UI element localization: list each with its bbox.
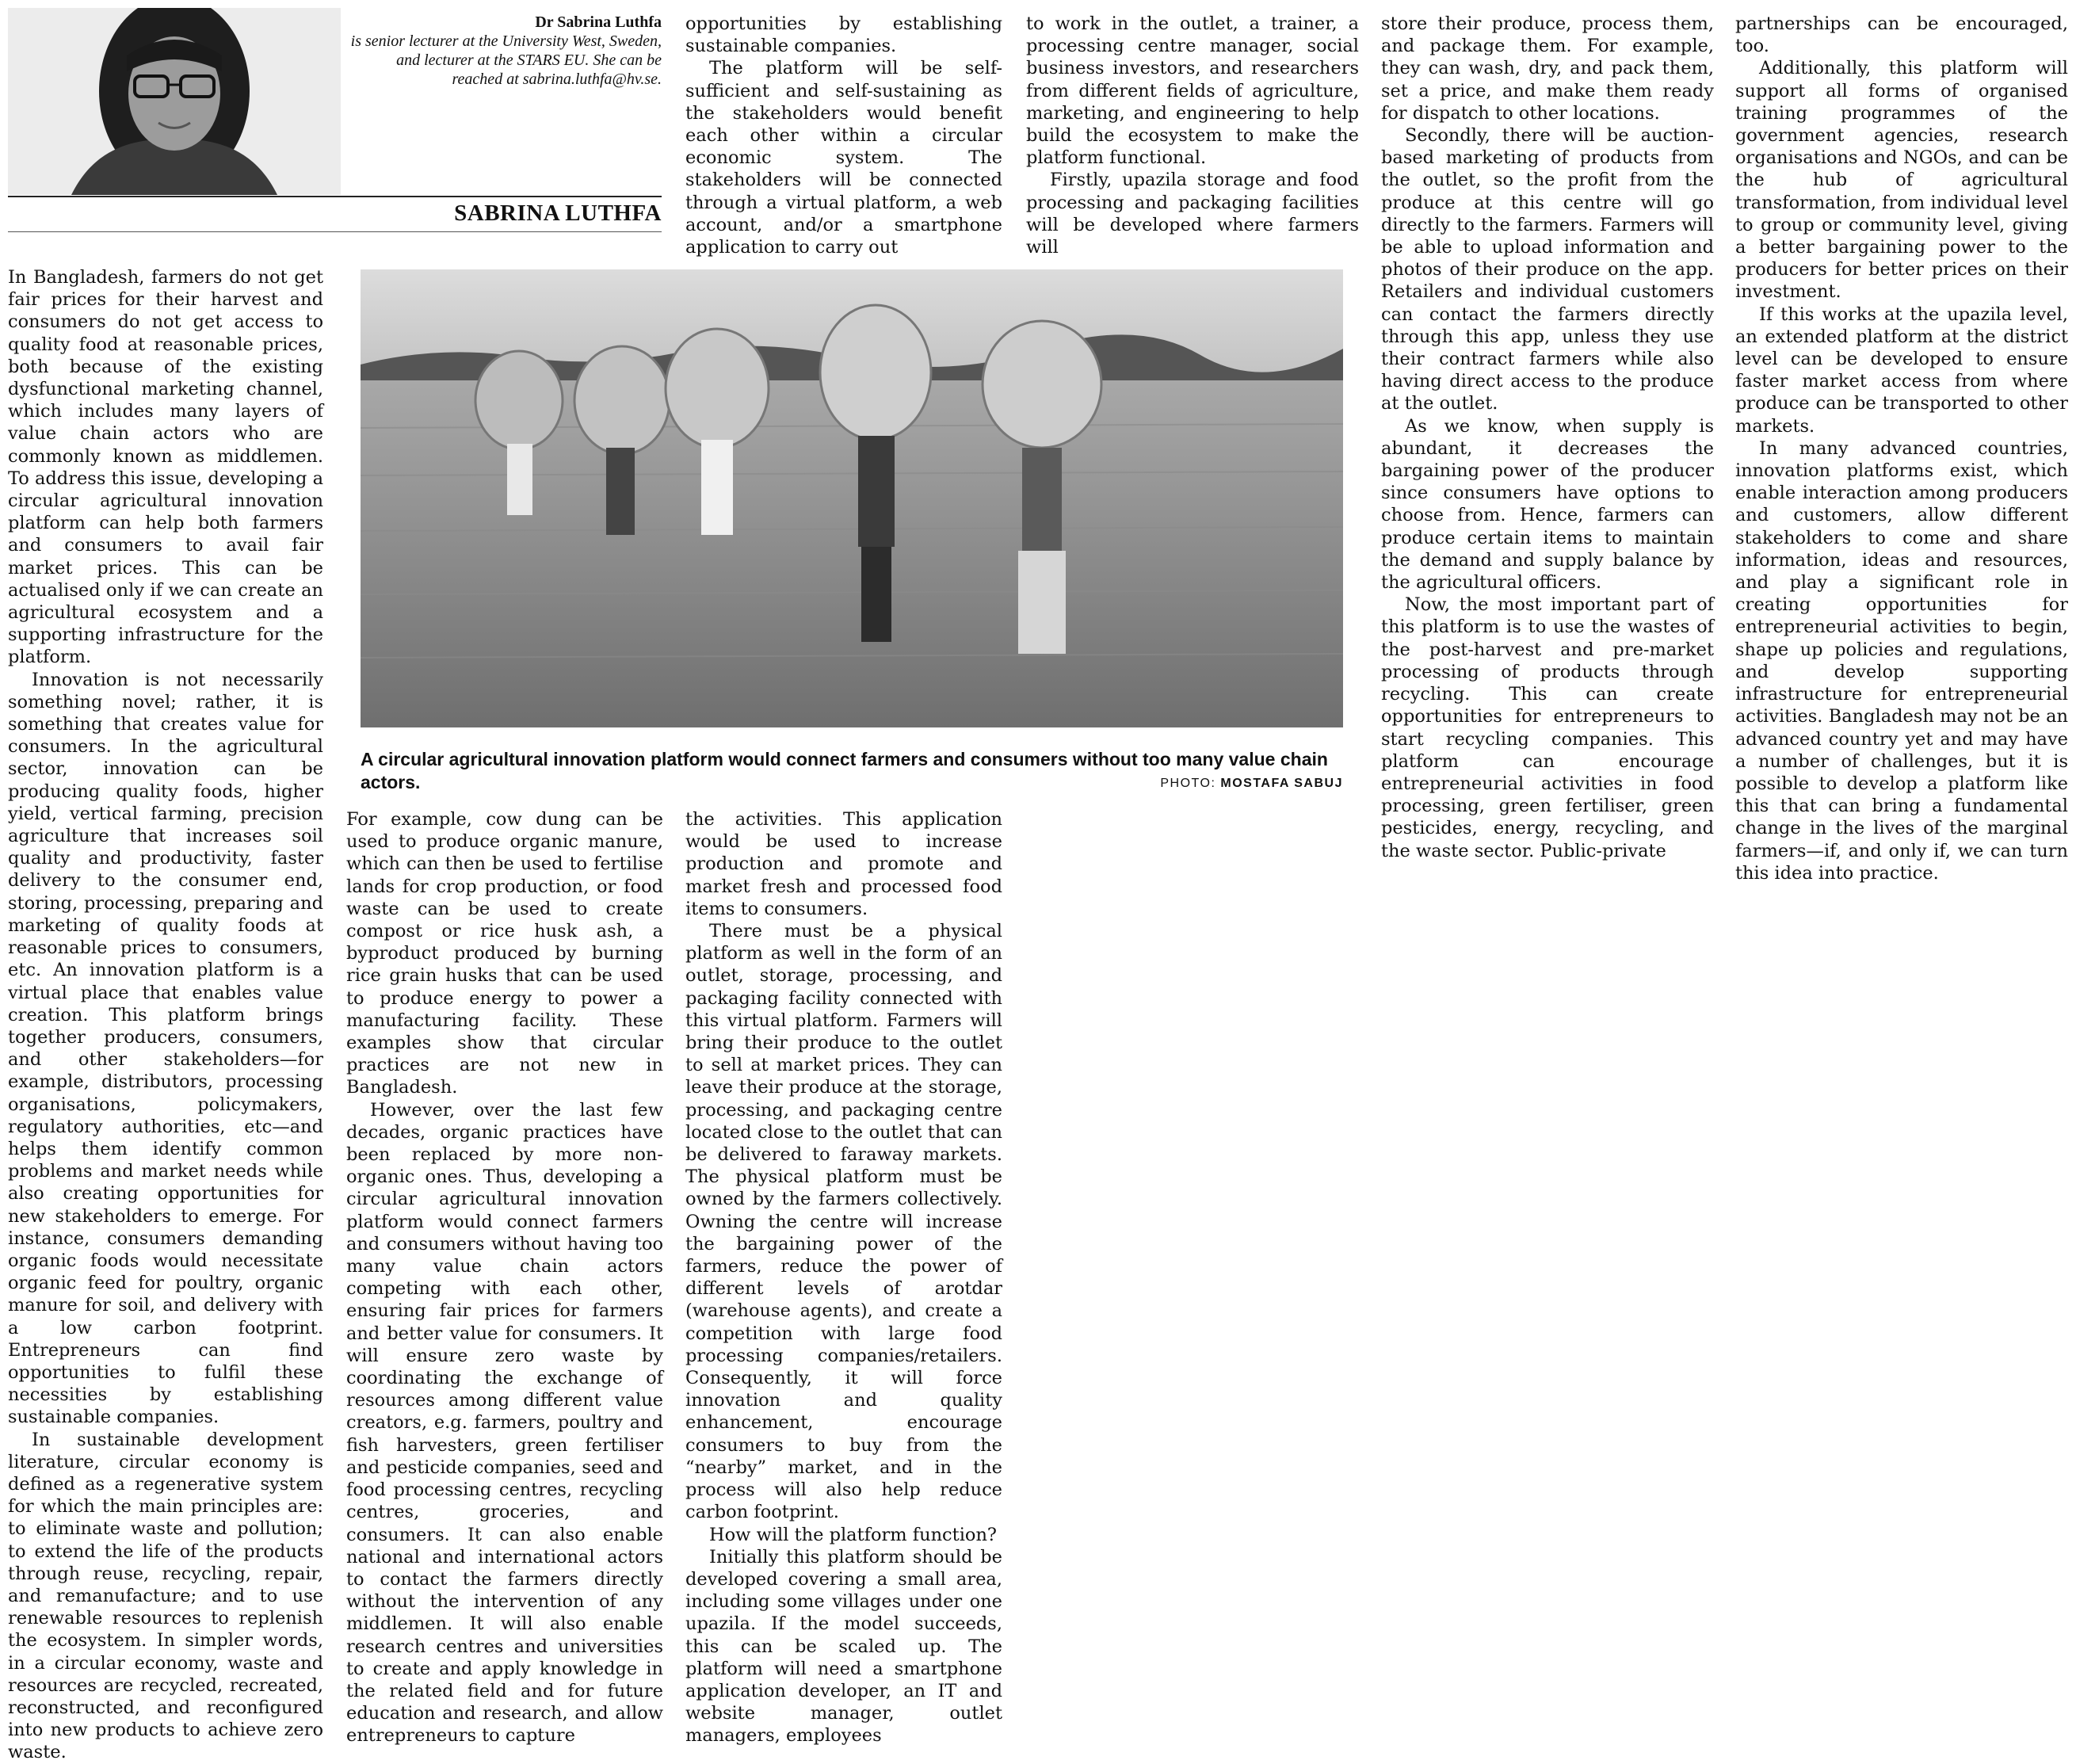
column-3-top <box>685 13 1002 258</box>
article-photo <box>361 269 1343 727</box>
paragraph: There must be a physical platform as well in the form of an outlet, storage, processing, and packaging facility connected with this virtual platform. Farmers will bring their produce to the outlet to sell at market prices. They can leave their produce at the storage, processing, and packaging centre located close to the outlet that can be delivered to faraway markets. The physical platform must be owned by the farmers collectively. Owning the centre will increase the bargaining power of the farmers, reduce the power of different levels of arotdar (warehouse agents), and create a competition with large food processing companies/retailers. Consequently, it will force innovation and quality enhancement, encourage consumers to buy from the “nearby” market, and in the process will also help reduce carbon footprint. <box>685 921 1002 1523</box>
paragraph: However, over the last few decades, organic practices have been replaced by more non-organic ones. Thus, developing a circular agricultural innovation platform would connect farmers and consumers without having too many value chain actors competing with each other, ensuring fair prices for farmers and better value for consumers. It will ensure zero waste by coordinating the exchange of resources among different value creators, e.g. farmers, poultry and fish harvesters, green fertiliser and pesticide companies, seed and food processing centres, recycling centres, groceries, and consumers. It can also enable national and international actors to contact the farmers directly without the intervention of any middlemen. It will also enable research centres and universities to create and apply knowledge in the related field and for future education and research, and allow entrepreneurs to capture <box>346 1099 663 1747</box>
paragraph: As we know, when supply is abundant, it decreases the bargaining power of the producer since consumers have options to choose from. Hence, farmers can produce certain items to maintain the demand and supply balance by the agricultural officers. <box>1381 415 1714 594</box>
paragraph: In many advanced countries, innovation platforms exist, which enable interaction among producers and customers, allow different stakeholders to come and share information, ideas and resources, and play a significant role in creating opportunities for entrepreneurial activities to begin, shape up policies and regulations, and develop supporting infrastructure for entrepreneurial activities. Bangladesh may not be an advanced country yet and may have a number of challenges, but it is possible to develop a platform like this that can bring a fundamental change in the lives of the marginal farmers—if, and only if, we can turn this idea into practice. <box>1735 437 2068 884</box>
byline: SABRINA LUTHFA <box>454 200 662 226</box>
photo-credit <box>1093 777 1343 791</box>
paragraph: The platform will be self-sufficient and self-sustaining as the stakeholders would benefit each other within a circular economic system. The stakeholders will be connected through a virtual platform, a web account, and/or a smartphone application to carry out <box>685 58 1002 258</box>
paragraph: opportunities by establishing sustainable companies. <box>685 13 1002 57</box>
author-portrait <box>8 8 341 195</box>
author-divider <box>8 196 662 197</box>
column-3-bottom <box>685 808 1002 1747</box>
paragraph: partnerships can be encouraged, too. <box>1735 13 2068 57</box>
photo-credit-name: MOSTAFA SABUJ <box>1220 777 1343 790</box>
column-5 <box>1381 13 1714 862</box>
column-2 <box>346 808 663 1747</box>
paragraph: Innovation is not necessarily something novel; rather, it is something that creates value for consumers. In the agricultural sector, innovation can be producing quality foods, higher yield, vertical farming, precision agriculture that increases soil quality and productivity, faster delivery to the consumer end, storing, processing, preparing and marketing of quality foods at reasonable prices to consumers, etc. An innovation platform is a virtual place that enables value creation. This platform brings together producers, consumers, and other stakeholders—for example, distributors, processing organisations, policymakers, regulatory authorities, etc—and helps them identify common problems and market needs while also creating opportunities for new stakeholders to emerge. For instance, consumers demanding organic foods would necessitate organic feed for poultry, organic manure for soil, and delivery with a low carbon footprint. Entrepreneurs can find opportunities to fulfil these necessities by establishing sustainable companies. <box>8 669 323 1428</box>
paragraph: to work in the outlet, a trainer, a processing centre manager, social business investors, and researchers from different fields of agriculture, marketing, and engineering to help build the ecosystem to make the platform functional. <box>1026 13 1359 169</box>
photo-caption: A circular agricultural innovation platform would connect farmers and consumers without too many value chain actors. <box>361 749 1328 792</box>
paragraph: In sustainable development literature, circular economy is defined as a regenerative system for which the main principles are: to eliminate waste and pollution; to extend the life of the products through reuse, recycling, repair, and remanufacture; and to use renewable resources to replenish the ecosystem. In simpler words, in a circular economy, waste and resources are recycled, recreated, reconstructed, and reconfigured into new products to achieve zero waste. <box>8 1429 323 1763</box>
paragraph: store their produce, process them, and package them. For example, they can wash, dry, and pack them, set a price, and make them ready for dispatch to other locations. <box>1381 13 1714 124</box>
photo-credit-label: PHOTO: <box>1160 777 1216 790</box>
author-bio: is senior lecturer at the University West, Sweden, and lecturer at the STARS EU. She can be reached at sabrina.luthfa@hv.se. <box>350 32 662 88</box>
paragraph: Firstly, upazila storage and food processing and packaging facilities will be developed where farmers will <box>1026 170 1359 258</box>
paragraph: In Bangladesh, farmers do not get fair prices for their harvest and consumers do not get access to quality food at reasonable prices, both because of the existing dysfunctional marketing channel, which includes many layers of value chain actors who are commonly known as middlemen. To address this issue, developing a circular agricultural innovation platform can help both farmers and consumers to avail fair market prices. This can be actualised only if we can create an agricultural ecosystem and a supporting infrastructure for the platform. <box>8 267 323 668</box>
paragraph: If this works at the upazila level, an extended platform at the district level can be developed to ensure faster market access from where produce can be transported to other markets. <box>1735 304 2068 437</box>
paragraph: Additionally, this platform will support all forms of organised training programmes of the government agencies, research organisations and NGOs, and can be the hub of agricultural transformation, from individual level to group or community level, giving a better bargaining power to the producers for better prices on their investment. <box>1735 58 2068 303</box>
author-name: Dr Sabrina Luthfa <box>535 13 662 31</box>
author-bio-block <box>349 13 662 89</box>
paragraph: Now, the most important part of this platform is to use the wastes of the post-harvest and pre-market processing of products through recycling. This can create opportunities for entrepreneurs to start recycling companies. This platform can encourage entrepreneurial activities in food processing, green fertiliser, green pesticides, energy, recycling, and the waste sector. Public-private <box>1381 594 1714 861</box>
paragraph: the activities. This application would be used to increase production and promote and market fresh and processed food items to consumers. <box>685 809 1002 919</box>
column-4 <box>1026 13 1359 258</box>
paragraph: For example, cow dung can be used to produce organic manure, which can then be used to fertilise lands for crop production, or food waste can be used to create compost or rice husk ash, a byproduct produced by burning rice grain husks that can be used to produce energy to power a manufacturing facility. These examples show that circular practices are not new in Bangladesh. <box>346 809 663 1098</box>
paragraph: Initially this platform should be developed covering a small area, including some villages under one upazila. If the model succeeds, this can be scaled up. The platform will need a smartphone application developer, an IT and website manager, outlet managers, employees <box>685 1546 1002 1747</box>
byline-divider <box>8 231 662 232</box>
paragraph: Secondly, there will be auction-based marketing of products from the outlet, so the profit from the produce at this centre will go directly to the farmers. Farmers will be able to upload information and photos of their produce on the app. Retailers and individual customers can contact the farmers directly through this app, unless they use their contract farmers while also having direct access to the produce at the outlet. <box>1381 125 1714 414</box>
column-1 <box>8 266 323 1764</box>
subheading: How will the platform function? <box>709 1524 997 1545</box>
column-6 <box>1735 13 2068 884</box>
